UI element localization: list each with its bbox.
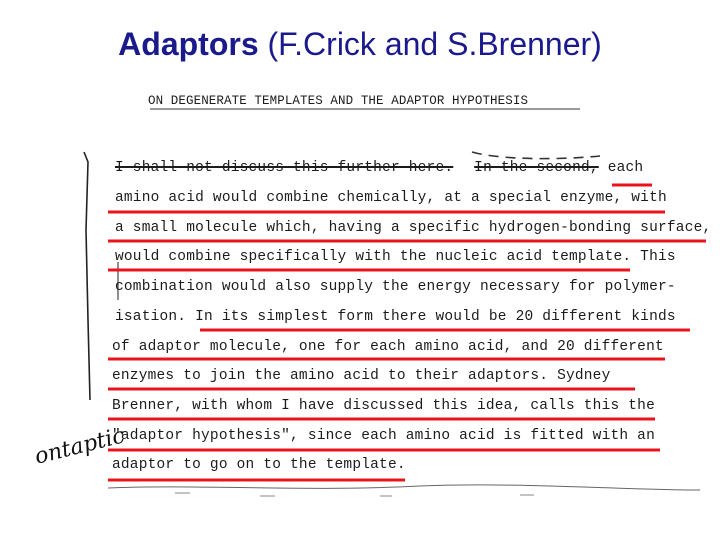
document-line-8: enzymes to join the amino acid to their adaptors. Sydney	[112, 368, 611, 384]
struck-text: I shall not discuss this further here.	[115, 160, 454, 176]
document-line-2: amino acid would combine chemically, at a special enzyme, with	[115, 190, 667, 206]
document-line-11: adaptor to go on to the template.	[112, 457, 406, 473]
document-line-3: a small molecule which, having a specific hydrogen-bonding surface,	[115, 220, 712, 236]
document-line-5: combination would also supply the energy necessary for polymer-	[115, 279, 676, 295]
line-1-tail: each	[598, 160, 644, 176]
document-line-4: would combine specifically with the nucleic acid template. This	[115, 249, 676, 265]
struck-text-2: In the second,	[474, 160, 599, 176]
document-line-10: "adaptor hypothesis", since each amino acid is fitted with an	[112, 428, 655, 444]
handwritten-margin-note: ontaptic	[32, 423, 128, 470]
title-rest: (F.Crick and S.Brenner)	[258, 26, 602, 62]
title-bold: Adaptors	[118, 26, 259, 62]
document-heading: ON DEGENERATE TEMPLATES AND THE ADAPTOR HYPOTHESIS	[148, 94, 529, 108]
document-line-1	[115, 160, 643, 176]
document-line-9: Brenner, with whom I have discussed this idea, calls this the	[112, 398, 655, 414]
document-line-6: isation. In its simplest form there would be 20 different kinds	[115, 309, 676, 325]
document-line-7: of adaptor molecule, one for each amino acid, and 20 different	[112, 339, 664, 355]
